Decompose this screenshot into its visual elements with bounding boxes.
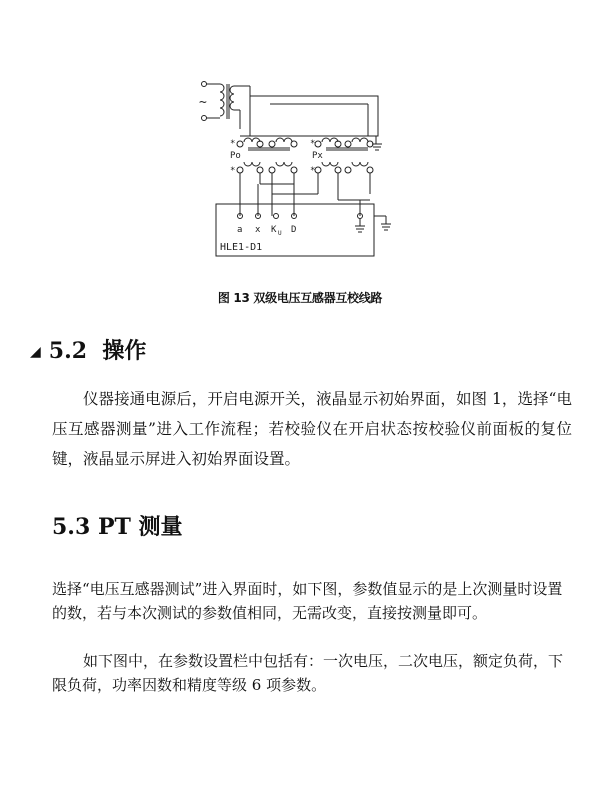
section-heading-5-3 [52,510,183,541]
ac-source-symbol: ~ [199,95,207,110]
source-terminal [202,82,207,87]
pt-po-secondary [237,162,297,173]
terminal-ku-subscript: U [278,230,282,237]
section-number: 5.2 [48,338,88,364]
regulator-coil [230,86,234,110]
paragraph-pt-measure-2: 如下图中，在参数设置栏中包括有：一次电压，二次电压，额定负荷，下限负荷，功率因数和精度等级 6 项参数。 [52,652,564,694]
polarity-mark: * [230,166,236,176]
polarity-mark: * [310,166,316,176]
pt-po-primary [237,138,297,147]
section-heading-5-2 [30,334,146,365]
label-po: Po [230,151,241,161]
regulator-coil [220,84,224,116]
section-marker-icon: ◢ [30,344,41,360]
source-terminal [202,116,207,121]
polarity-mark: * [310,139,316,149]
terminal-x: x [255,225,261,235]
circuit-diagram [190,74,400,264]
paragraph-pt-measure-1: 选择“电压互感器测试”进入界面时，如下图，参数值显示的是上次测量时设置的数，若与本次测试的参数值相同，无需改变，直接按测量即可。 [52,580,563,622]
figure-caption: 图 13 双级电压互感器互校线路 [217,291,383,305]
section-title: PT 测量 [97,514,183,540]
terminal-ku: K [271,225,277,235]
device-label: HLE1-D1 [220,242,263,253]
polarity-mark: * [230,139,236,149]
section-title: 操作 [102,338,147,364]
terminal-d: D [291,225,297,235]
label-px: Px [312,151,323,161]
paragraph-operation: 仪器接通电源后，开启电源开关，液晶显示初始界面，如图 1，选择“电压互感器测量”进入工作流程；若校验仪在开启状态按校验仪前面板的复位键，液晶显示屏进入初始界面设置。 [52,390,572,468]
pt-px-secondary [315,162,373,173]
terminal-a: a [237,225,243,235]
pt-px-primary [315,138,373,147]
section-number: 5.3 [52,514,91,540]
